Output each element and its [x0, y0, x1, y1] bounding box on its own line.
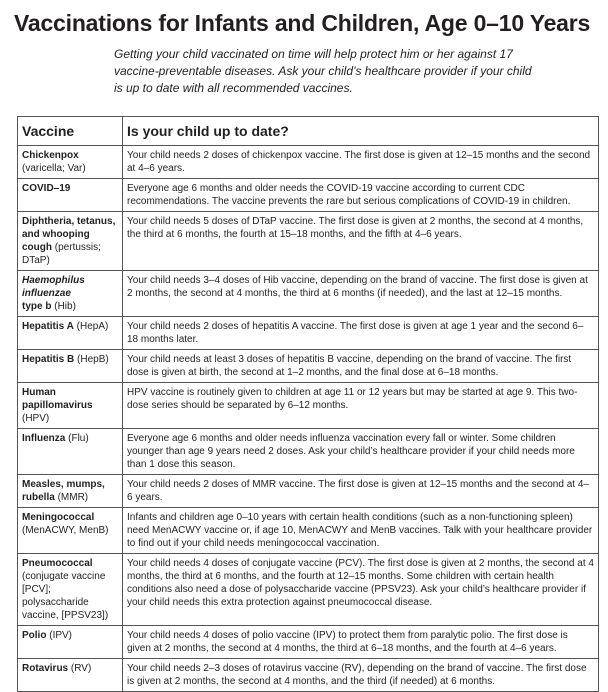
vaccine-name: COVID–19 — [22, 183, 71, 194]
table-row — [18, 350, 599, 383]
vaccine-cell — [18, 271, 123, 317]
vaccine-abbreviation: (conjugate vaccine [PCV]; polysaccharide vaccine, [PPSV23]) — [22, 571, 109, 621]
recommendation-cell: Your child needs 4 doses of polio vaccine (IPV) to protect them from paralytic polio. The first dose is given at 2 months, the second at 4 months, the third at 6–18 months, and the fourth at 4–6 years. — [123, 626, 599, 659]
recommendation-cell: Your child needs 2 doses of hepatitis A vaccine. The first dose is given at age 1 year and the second 6–18 months later. — [123, 317, 599, 350]
vaccine-abbreviation: (HepB) — [77, 354, 109, 365]
vaccine-name: Meningococcal — [22, 512, 95, 523]
table-row — [18, 508, 599, 554]
table-row — [18, 659, 599, 692]
table-row — [18, 475, 599, 508]
vaccine-name-italic: Haemophilus influenzae — [22, 275, 85, 299]
header-up-to-date: Is your child up to date? — [123, 117, 599, 146]
table-row — [18, 271, 599, 317]
recommendation-cell: Everyone age 6 months and older needs influenza vaccination every fall or winter. Some children younger than age 9 years need 2 doses. Ask your child’s healthcare provider if your child needs more than 1 dose this season. — [123, 429, 599, 475]
vaccine-name: Influenza — [22, 433, 66, 444]
vaccine-cell — [18, 659, 123, 692]
table-row — [18, 626, 599, 659]
vaccine-name: Hepatitis B — [22, 354, 75, 365]
table-row — [18, 383, 599, 429]
vaccine-name: Pneumococcal — [22, 558, 93, 569]
vaccine-cell — [18, 626, 123, 659]
table-row — [18, 179, 599, 212]
recommendation-cell: Your child needs 3–4 doses of Hib vaccine, depending on the brand of vaccine. The first dose is given at 2 months, the second at 4 months, the third at 6 months (if needed), and the last at 12–15 months. — [123, 271, 599, 317]
vaccine-name: Rotavirus — [22, 663, 69, 674]
recommendation-cell: Your child needs at least 3 doses of hepatitis B vaccine, depending on the brand of vaccine. The first dose is given at birth, the second at 1–2 months, and the final dose at 6–18 months. — [123, 350, 599, 383]
vaccine-cell — [18, 475, 123, 508]
vaccine-abbreviation: (RV) — [70, 663, 92, 674]
vaccine-name: Hepatitis A — [22, 321, 74, 332]
recommendation-cell: Your child needs 5 doses of DTaP vaccine. The first dose is given at 2 months, the second at 4 months, the third at 6 months, the fourth at 15–18 months, and the fifth at 4–6 years. — [123, 212, 599, 271]
vaccine-cell — [18, 429, 123, 475]
recommendation-cell: Everyone age 6 months and older needs the COVID-19 vaccine according to current CDC recommendations. The vaccine prevents the rare but serious complications of COVID-19 in children. — [123, 179, 599, 212]
vaccine-abbreviation: (MenACWY, MenB) — [22, 525, 109, 536]
table-row — [18, 317, 599, 350]
vaccine-name: Polio — [22, 630, 47, 641]
vaccine-abbreviation: (HepA) — [76, 321, 109, 332]
recommendation-cell: Your child needs 2 doses of chickenpox vaccine. The first dose is given at 12–15 months and the second at 4–6 years. — [123, 146, 599, 179]
table-row — [18, 146, 599, 179]
vaccine-cell — [18, 508, 123, 554]
vaccine-abbreviation: (IPV) — [49, 630, 73, 641]
recommendation-cell: Your child needs 2 doses of MMR vaccine. The first dose is given at 12–15 months and the second at 4–6 years. — [123, 475, 599, 508]
table-row — [18, 554, 599, 626]
recommendation-cell: Your child needs 4 doses of conjugate vaccine (PCV). The first dose is given at 2 months, the second at 4 months, the third at 6 months, and the fourth at 12–15 months. Some children with certain health conditions also need a dose of polysaccharide vaccine (PPSV23). Ask your child’s healthcare provider if your child needs this extra protection against pneumococcal disease. — [123, 554, 599, 626]
intro-text: Getting your child vaccinated on time will help protect him or her against 17 vaccine-preventable diseases. Ask your child’s healthcare provider if your child is up to date with all recommended vaccines. — [114, 47, 532, 95]
table-header-row — [18, 117, 599, 146]
vaccine-cell — [18, 179, 123, 212]
vaccine-abbreviation: (pertussis; DTaP) — [22, 242, 101, 266]
recommendation-cell: Infants and children age 0–10 years with certain health conditions (such as a non-functioning spleen) need MenACWY vaccine or, if age 10, MenACWY and MenB vaccines. Talk with your healthcare provider to find out if your child needs meningococcal vaccination. — [123, 508, 599, 554]
vaccine-name: Diphtheria, tetanus, and whooping cough — [22, 216, 116, 253]
vaccine-cell — [18, 212, 123, 271]
vaccine-abbreviation: (Hib) — [54, 301, 76, 312]
vaccine-cell — [18, 350, 123, 383]
vaccine-abbreviation: (MMR) — [57, 492, 89, 503]
page-title: Vaccinations for Infants and Children, Age 0–10 Years — [14, 10, 591, 36]
vaccine-name: Human papillomavirus — [22, 387, 93, 411]
vaccine-cell — [18, 554, 123, 626]
vaccine-cell — [18, 317, 123, 350]
table-row — [18, 212, 599, 271]
recommendation-cell: HPV vaccine is routinely given to children at age 11 or 12 years but may be started at age 9. This two-dose series should be separated by 6–12 months. — [123, 383, 599, 429]
vaccine-table — [17, 116, 599, 692]
vaccine-cell — [18, 146, 123, 179]
vaccine-cell — [18, 383, 123, 429]
vaccine-abbreviation: (HPV) — [22, 413, 50, 424]
vaccine-abbreviation: (varicella; Var) — [22, 163, 86, 174]
recommendation-cell: Your child needs 2–3 doses of rotavirus vaccine (RV), depending on the brand of vaccine. The first dose is given at 2 months, the second at 4 months, and the third (if needed) at 6 months. — [123, 659, 599, 692]
vaccine-name: Measles, mumps, rubella — [22, 479, 105, 503]
vaccine-name: type b — [22, 301, 52, 312]
vaccine-name: Chickenpox — [22, 150, 79, 161]
vaccine-abbreviation: (Flu) — [68, 433, 89, 444]
header-vaccine: Vaccine — [18, 117, 123, 146]
table-row — [18, 429, 599, 475]
